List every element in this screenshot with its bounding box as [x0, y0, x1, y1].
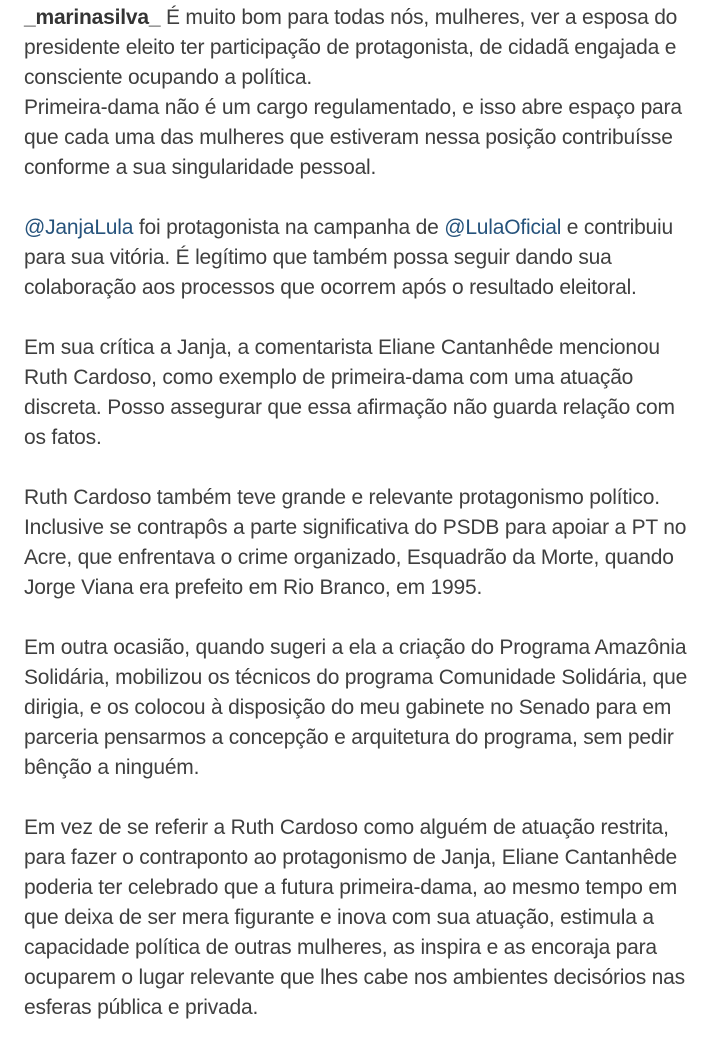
caption-paragraph [24, 483, 698, 603]
caption-paragraph [24, 213, 698, 303]
caption-paragraph [24, 93, 698, 183]
caption-text: Ruth Cardoso também teve grande e relevante protagonismo político. Inclusive se contrapôs a parte significativa do PSDB para apoiar a PT no Acre, que enfrentava o crime organizado, Esquadrão da Morte, quando Jorge Viana era prefeito em Rio Branco, em 1995. [24, 486, 687, 599]
caption-paragraph [24, 3, 698, 93]
caption-text: É muito bom para todas nós, mulheres, ver a esposa do presidente eleito ter participação de protagonista, de cidadã engajada e consciente ocupando a política. [24, 6, 678, 89]
caption-text: Em outra ocasião, quando sugeri a ela a criação do Programa Amazônia Solidária, mobilizou os técnicos do programa Comunidade Solidária, que dirigia, e os colocou à disposição do meu gabinete no Senado para em parceria pensarmos a concepção e arquitetura do programa, sem pedir bênção a ninguém. [24, 636, 688, 779]
caption-paragraph [24, 333, 698, 453]
mention-link[interactable]: @LulaOficial [444, 216, 562, 239]
username-link[interactable]: _marinasilva_ [24, 6, 161, 29]
caption-text: Primeira-dama não é um cargo regulamentado, e isso abre espaço para que cada uma das mulheres que estiveram nessa posição contribuísse conforme a sua singularidade pessoal. [24, 96, 682, 179]
caption-paragraph [24, 813, 698, 1023]
caption-text: Em sua crítica a Janja, a comentarista Eliane Cantanhêde mencionou Ruth Cardoso, como exemplo de primeira-dama com uma atuação discreta. Posso assegurar que essa afirmação não guarda relação com os fatos. [24, 336, 675, 449]
caption-text: foi protagonista na campanha de [133, 216, 445, 239]
caption-text: e contribuiu para sua vitória. É legítimo que também possa seguir dando sua colaboração aos processos que ocorrem após o resultado eleitoral. [24, 216, 673, 299]
caption-text: Em vez de se referir a Ruth Cardoso como alguém de atuação restrita, para fazer o contraponto ao protagonismo de Janja, Eliane Cantanhêde poderia ter celebrado que a futura primeira-dama, ao mesmo tempo em que deixa de ser mera figurante e inova com sua atuação, estimula a capacidade política de outras mulheres, as inspira e as encoraja para ocuparem o lugar relevante que lhes cabe nos ambientes decisórios nas esferas pública e privada. [24, 816, 685, 1019]
caption-paragraph [24, 633, 698, 783]
mention-link[interactable]: @JanjaLula [24, 216, 134, 239]
